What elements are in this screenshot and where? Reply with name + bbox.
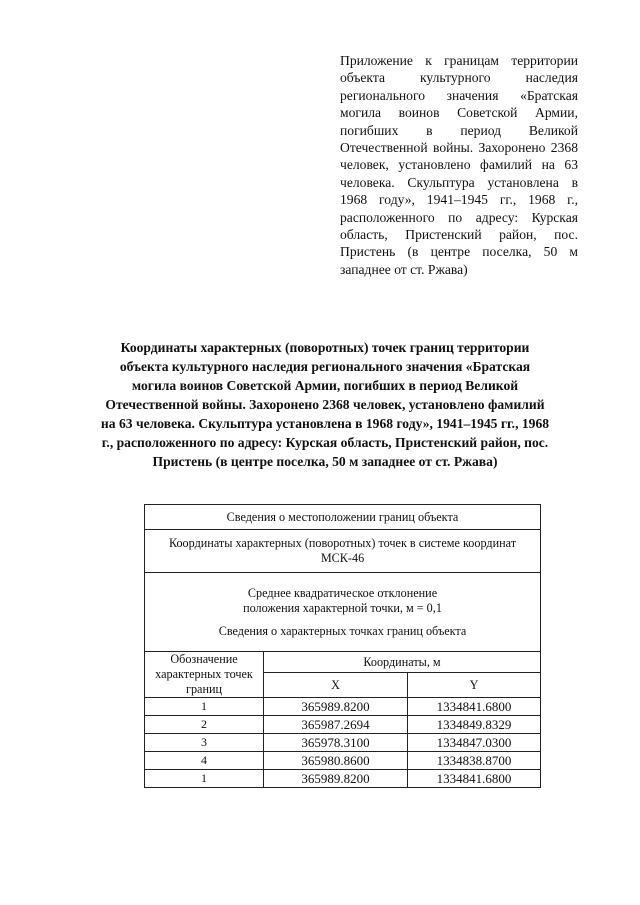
y-cell: 1334838.8700: [408, 752, 541, 770]
accuracy-cell: [145, 573, 541, 652]
column-header-row: [145, 652, 541, 673]
table-row: [145, 734, 541, 752]
x-cell: 365989.8200: [264, 698, 408, 716]
y-cell: 1334849.8329: [408, 716, 541, 734]
coord-system-cell: Координаты характерных (поворотных) точек в системе координат МСК-46: [145, 530, 541, 573]
point-cell: 3: [145, 734, 264, 752]
table-header-row: [145, 573, 541, 652]
point-cell: 1: [145, 698, 264, 716]
x-cell: 365980.8600: [264, 752, 408, 770]
y-cell: 1334847.0300: [408, 734, 541, 752]
x-header: X: [264, 673, 408, 698]
spacer: [149, 616, 536, 624]
table-row: [145, 770, 541, 788]
y-header: Y: [408, 673, 541, 698]
coordinates-header: Координаты, м: [264, 652, 541, 673]
point-cell: 1: [145, 770, 264, 788]
appendix-note: Приложение к границам территории объекта культурного наследия регионального значения «Братская могила воинов Советской Армии, погибших в период Великой Отечественной войны. Захоронено 2368 человек, установлено фамилий на 63 человека. Скульптура установлена в 1968 году», 1941–1945 гг., 1968 г., расположенного по адресу: Курская область, Пристенский район, пос. Пристень (в центре поселка, 50 м западнее от ст. Ржава): [340, 53, 578, 277]
coordinates-table: [144, 504, 541, 788]
accuracy-line-1: Среднее квадратическое отклонение: [247, 585, 438, 600]
x-cell: 365987.2694: [264, 716, 408, 734]
point-cell: 4: [145, 752, 264, 770]
points-title: Сведения о характерных точках границ объекта: [218, 623, 467, 638]
x-cell: 365978.3100: [264, 734, 408, 752]
y-cell: 1334841.6800: [408, 698, 541, 716]
table-header-row: [145, 530, 541, 573]
x-cell: 365989.8200: [264, 770, 408, 788]
coordinates-heading: Координаты характерных (поворотных) точек границ территории объекта культурного наследия регионального значения «Братская могила воинов Советской Армии, погибших в период Великой Отечественной войны. Захоронено 2368 человек, установлено фамилий на 63 человека. Скульптура установлена в 1968 году», 1941–1945 гг., 1968 г., расположенного по адресу: Курская область, Пристенский район, пос. Пристень (в центре поселка, 50 м западнее от ст. Ржава): [100, 340, 550, 469]
table-header-row: [145, 505, 541, 530]
accuracy-line-2: положения характерной точки, м = 0,1: [243, 600, 442, 615]
table-row: [145, 698, 541, 716]
table-row: [145, 716, 541, 734]
section-title-cell: Сведения о местоположении границ объекта: [145, 505, 541, 530]
y-cell: 1334841.6800: [408, 770, 541, 788]
designation-header: Обозначение характерных точек границ: [145, 652, 264, 698]
point-cell: 2: [145, 716, 264, 734]
table-row: [145, 752, 541, 770]
